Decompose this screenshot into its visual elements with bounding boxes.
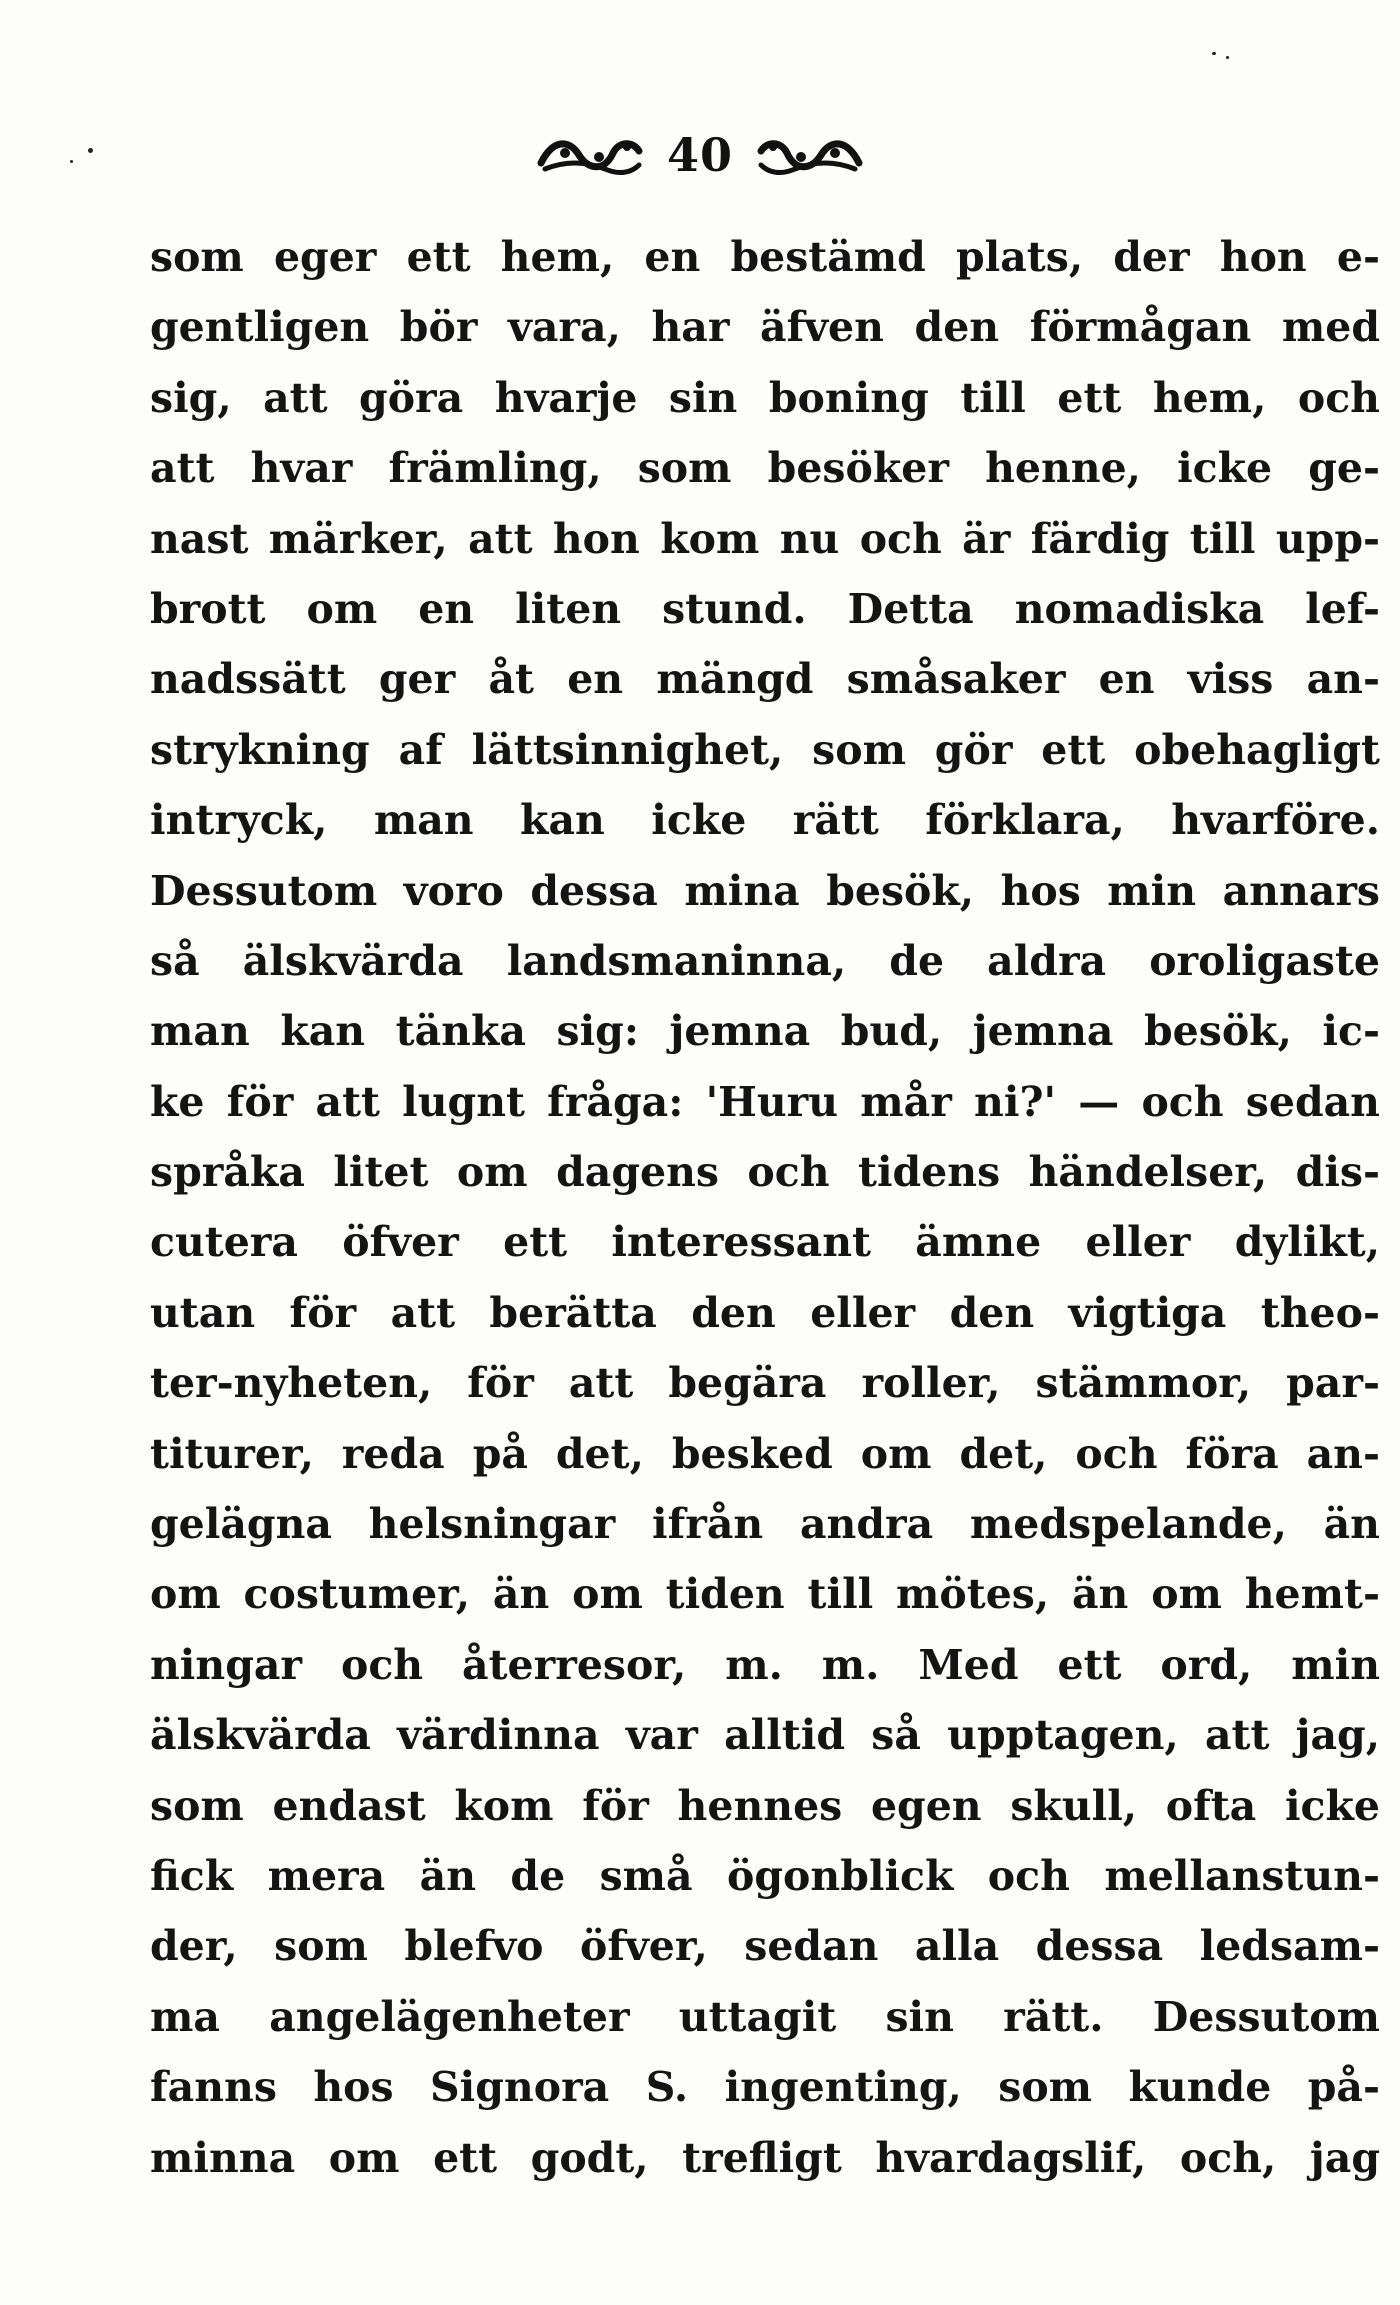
text-line: brott om en liten stund. Detta nomadiska lef- (150, 584, 1380, 633)
print-speck (1212, 52, 1216, 55)
text-line: intryck, man kan icke rätt förklara, hvarföre. (150, 796, 1380, 845)
text-line: att hvar främling, som besöker henne, icke ge- (150, 444, 1380, 493)
text-line: cutera öfver ett interessant ämne eller dylikt, (150, 1218, 1380, 1267)
text-line: älskvärda värdinna var alltid så upptagen, att jag, (150, 1711, 1380, 1760)
text-line: nast märker, att hon kom nu och är färdig till upp- (150, 514, 1380, 563)
print-speck (1226, 56, 1229, 59)
text-line: titurer, reda på det, besked om det, och föra an- (150, 1429, 1380, 1478)
text-line: som eger ett hem, en bestämd plats, der hon e- (150, 233, 1380, 281)
text-line: ma angelägenheter uttagit sin rätt. Dessutom (150, 1992, 1380, 2041)
text-line: sig, att göra hvarje sin boning till ett hem, och (150, 373, 1380, 422)
text-line: så älskvärda landsmaninna, de aldra oroligaste (150, 936, 1380, 985)
text-line: strykning af lättsinnighet, som gör ett obehagligt (150, 725, 1380, 774)
body-text (150, 222, 1380, 2193)
text-line: nadssätt ger åt en mängd småsaker en viss an- (150, 655, 1380, 704)
page-number: 40 (666, 128, 733, 182)
text-line: utan för att berätta den eller den vigtiga theo- (150, 1288, 1380, 1337)
right-ornament-icon (755, 133, 865, 177)
text-line: gelägna helsningar ifrån andra medspelande, än (150, 1500, 1380, 1549)
text-line: fanns hos Signora S. ingenting, som kunde på- (150, 2063, 1380, 2112)
text-line: minna om ett godt, trefligt hvardagslif, och, jag (150, 2133, 1380, 2182)
page-header (0, 128, 1400, 182)
text-line: Dessutom voro dessa mina besök, hos min annars (150, 866, 1380, 915)
text-line: man kan tänka sig: jemna bud, jemna besök, ic- (150, 1007, 1380, 1056)
text-line: der, som blefvo öfver, sedan alla dessa ledsam- (150, 1922, 1380, 1971)
text-line: ter-nyheten, för att begära roller, stämmor, par- (150, 1359, 1380, 1408)
left-ornament-icon (535, 133, 645, 177)
text-line: ke för att lugnt fråga: 'Huru mår ni?' — och sedan (150, 1077, 1380, 1126)
text-line: språka litet om dagens och tidens händelser, dis- (150, 1148, 1380, 1197)
text-line: som endast kom för hennes egen skull, ofta icke (150, 1781, 1380, 1830)
text-line: om costumer, än om tiden till mötes, än om hemt- (150, 1570, 1380, 1619)
text-line: gentligen bör vara, har äfven den förmågan med (150, 303, 1380, 352)
text-line: fick mera än de små ögonblick och mellanstun- (150, 1851, 1380, 1900)
text-line: ningar och återresor, m. m. Med ett ord, min (150, 1640, 1380, 1689)
